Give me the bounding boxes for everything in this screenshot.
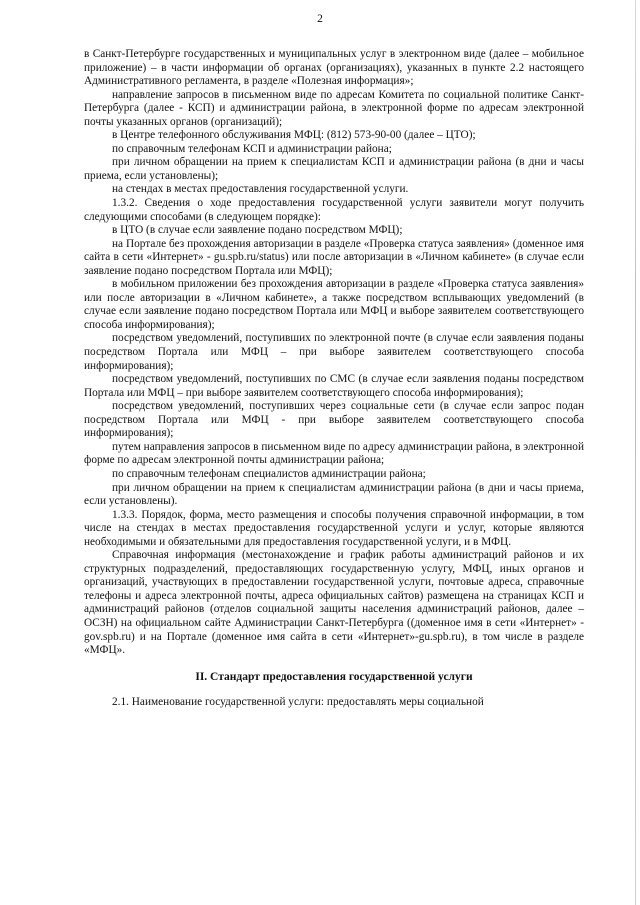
paragraph-mobile-status: в мобильном приложении без прохождения авторизации в разделе «Проверка статуса заявления» или после авторизации в «Личном кабинете», а также посредством всплывающих уведомлений (в случае если заявление подано посредством Портала или МФЦ и выборе заявителем соответствующего способа информирования); <box>84 278 584 331</box>
paragraph-reference-phones: по справочным телефонам КСП и администрации района; <box>112 142 392 155</box>
scan-edge-line <box>635 0 636 905</box>
paragraph-personal-visit: при личном обращении на прием к специалистам КСП и администрации района (в дни и часы приема, если установлены); <box>84 156 584 182</box>
paragraph-email-notifications: посредством уведомлений, поступивших по электронной почте (в случае если заявления поданы посредством Портала или МФЦ – при выборе заявителем соответствующего способа информирования); <box>84 332 584 372</box>
clause-2-1: 2.1. Наименование государственной услуги: предоставлять меры социальной <box>112 696 484 709</box>
paragraph-admin-requests: путем направления запросов в письменном виде по адресу администрации района, в электронной форме по адресам электронной почты администрации района; <box>84 440 584 467</box>
paragraph-mobile-app: в Санкт-Петербурге государственных и муниципальных услуг в электронном виде (далее – мобильное приложение) – в части информации об органах (организациях), указанных в пункте 2.2 настоящего Административного регламента, в разделе «Полезная информация»; <box>84 48 584 88</box>
page-number: 2 <box>317 13 323 25</box>
paragraph-cto-status: в ЦТО (в случае если заявление подано посредством МФЦ); <box>112 224 403 237</box>
paragraph-sms-notifications: посредством уведомлений, поступивших по СМС (в случае если заявления поданы посредством Портала или МФЦ – при выборе заявителем соответствующего способа информирования); <box>84 373 584 399</box>
paragraph-call-center: в Центре телефонного обслуживания МФЦ: (812) 573-90-00 (далее – ЦТО); <box>112 129 476 142</box>
section-title: II. Стандарт предоставления государственной услуги <box>195 670 473 683</box>
paragraph-stands: на стендах в местах предоставления государственной услуги. <box>112 183 409 196</box>
document-body <box>84 48 584 710</box>
paragraph-admin-phones: по справочным телефонам специалистов администрации района; <box>112 467 426 480</box>
clause-1-3-2: 1.3.2. Сведения о ходе предоставления государственной услуги заявители могут получить следующими способами (в следующем порядке): <box>84 197 584 223</box>
paragraph-social-notifications: посредством уведомлений, поступивших через социальные сети (в случае если запрос подан посредством Портала или МФЦ - при выборе заявителем соответствующего способа информирования); <box>84 400 584 440</box>
paragraph-portal-status: на Портале без прохождения авторизации в разделе «Проверка статуса заявления» (доменное имя сайта в сети «Интернет» - gu.spb.ru/status) или после авторизации в «Личном кабинете» (в случае если заявление подано посредством Портала или МФЦ); <box>84 237 584 277</box>
paragraph-written-requests: направление запросов в письменном виде по адресам Комитета по социальной политике Санкт-Петербурга (далее - КСП) и администрации района, в электронной форме по адресам электронной почты указанных органов (организаций); <box>84 88 584 128</box>
paragraph-admin-visit: при личном обращении на прием к специалистам администрации района (в дни и часы приема, если установлены). <box>84 481 584 508</box>
paragraph-reference-info: Справочная информация (местонахождение и график работы администраций районов и их структурных подразделений, предоставляющих государственную услугу, МФЦ, иных органов и организаций, участвующих в предоставлении государственной услуги, почтовые адреса, справочные телефоны и адреса электронной почты, адреса официальных сайтов) размещена на страницах КСП и администраций районов (отделов социальной защиты населения администраций районов, далее – ОСЗН) на официальном сайте Администрации Санкт-Петербурга ((доменное имя в сети «Интернет» - gov.spb.ru) и на Портале (доменное имя сайта в сети «Интернет»-gu.spb.ru), в том числе в разделе «МФЦ». <box>84 549 584 657</box>
clause-1-3-3: 1.3.3. Порядок, форма, место размещения и способы получения справочной информации, в том числе на стендах в местах предоставления государственной услуги и услуг, которые являются необходимыми и обязательными для предоставления государственной услуги, и в МФЦ. <box>84 508 584 548</box>
